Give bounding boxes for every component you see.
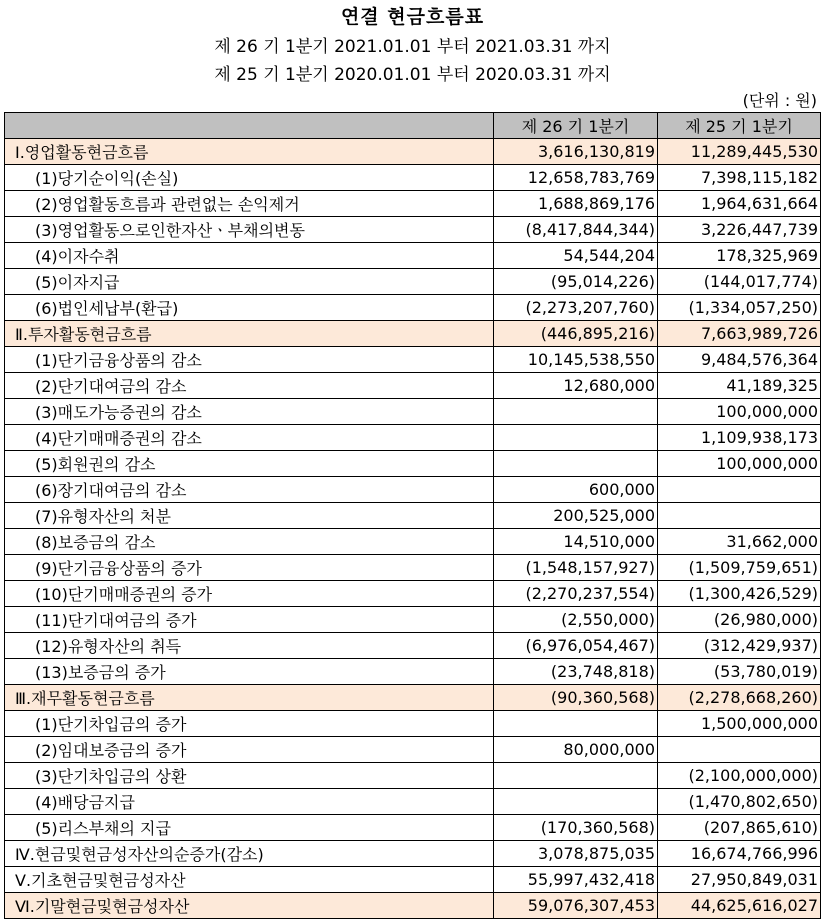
header-blank-cell xyxy=(5,113,494,139)
current-period-value: 200,525,000 xyxy=(494,503,658,529)
current-period-value xyxy=(494,399,658,425)
row-label: (13)보증금의 증가 xyxy=(5,659,494,685)
row-label: (6)장기대여금의 감소 xyxy=(5,477,494,503)
row-label: (4)배당금지급 xyxy=(5,789,494,815)
prior-period-value: (207,865,610) xyxy=(658,815,821,841)
table-row xyxy=(5,243,821,269)
current-period-value xyxy=(494,711,658,737)
table-row xyxy=(5,347,821,373)
row-label: (1)단기금융상품의 감소 xyxy=(5,347,494,373)
prior-period-value: 1,109,938,173 xyxy=(658,425,821,451)
prior-period-value: (26,980,000) xyxy=(658,607,821,633)
current-period: 제 26 기 1분기 2021.01.01 부터 2021.03.31 까지 xyxy=(214,37,611,57)
page-title: 연결 현금흐름표 xyxy=(340,6,485,28)
table-row xyxy=(5,659,821,685)
row-label: (5)리스부채의 지급 xyxy=(5,815,494,841)
table-row xyxy=(5,555,821,581)
current-period-value: 600,000 xyxy=(494,477,658,503)
current-period-value xyxy=(494,789,658,815)
current-period-value: (23,748,818) xyxy=(494,659,658,685)
row-label: (3)영업활동으로인한자산ㆍ부채의변동 xyxy=(5,217,494,243)
table-row xyxy=(5,633,821,659)
prior-period-value: 41,189,325 xyxy=(658,373,821,399)
prior-period-value: 44,625,616,027 xyxy=(658,893,821,919)
header-prior-period: 제 25 기 1분기 xyxy=(658,113,821,139)
row-label: (6)법인세납부(환급) xyxy=(5,295,494,321)
current-period-value: (446,895,216) xyxy=(494,321,658,347)
row-label: (11)단기대여금의 증가 xyxy=(5,607,494,633)
prior-period-value: (144,017,774) xyxy=(658,269,821,295)
table-row xyxy=(5,165,821,191)
table-row xyxy=(5,321,821,347)
current-period-value xyxy=(494,763,658,789)
table-row xyxy=(5,815,821,841)
prior-period-value: (1,509,759,651) xyxy=(658,555,821,581)
current-period-value: (2,270,237,554) xyxy=(494,581,658,607)
current-period-value: 1,688,869,176 xyxy=(494,191,658,217)
current-period-value: 3,078,875,035 xyxy=(494,841,658,867)
table-row xyxy=(5,789,821,815)
table-row xyxy=(5,451,821,477)
table-row xyxy=(5,867,821,893)
prior-period-value: (53,780,019) xyxy=(658,659,821,685)
row-label: (12)유형자산의 취득 xyxy=(5,633,494,659)
current-period-value: (8,417,844,344) xyxy=(494,217,658,243)
row-label: (8)보증금의 감소 xyxy=(5,529,494,555)
prior-period: 제 25 기 1분기 2020.01.01 부터 2020.03.31 까지 xyxy=(214,65,611,85)
current-period-value: 12,680,000 xyxy=(494,373,658,399)
current-period-value: 12,658,783,769 xyxy=(494,165,658,191)
row-label: Ⅵ.기말현금및현금성자산 xyxy=(5,893,494,919)
current-period-value: (90,360,568) xyxy=(494,685,658,711)
table-row xyxy=(5,373,821,399)
row-label: (1)당기순이익(손실) xyxy=(5,165,494,191)
current-period-value: 54,544,204 xyxy=(494,243,658,269)
table-header-row xyxy=(5,113,821,139)
prior-period-value: 100,000,000 xyxy=(658,451,821,477)
prior-period-value: (2,100,000,000) xyxy=(658,763,821,789)
table-row xyxy=(5,763,821,789)
current-period-value: (95,014,226) xyxy=(494,269,658,295)
table-row xyxy=(5,295,821,321)
prior-period-value: 100,000,000 xyxy=(658,399,821,425)
current-period-value: (2,550,000) xyxy=(494,607,658,633)
table-row xyxy=(5,399,821,425)
row-label: (2)영업활동흐름과 관련없는 손익제거 xyxy=(5,191,494,217)
header-current-period: 제 26 기 1분기 xyxy=(494,113,658,139)
row-label: (3)단기차입금의 상환 xyxy=(5,763,494,789)
row-label: (5)회원권의 감소 xyxy=(5,451,494,477)
row-label: Ⅳ.현금및현금성자산의순증가(감소) xyxy=(5,841,494,867)
table-row xyxy=(5,425,821,451)
table-row xyxy=(5,711,821,737)
current-period-value: 10,145,538,550 xyxy=(494,347,658,373)
row-label: Ⅱ.투자활동현금흐름 xyxy=(5,321,494,347)
current-period-value: 3,616,130,819 xyxy=(494,139,658,165)
row-label: (2)임대보증금의 증가 xyxy=(5,737,494,763)
current-period-value: (170,360,568) xyxy=(494,815,658,841)
prior-period-value: 1,500,000,000 xyxy=(658,711,821,737)
prior-period-value xyxy=(658,503,821,529)
row-label: (7)유형자산의 처분 xyxy=(5,503,494,529)
prior-period-value: 16,674,766,996 xyxy=(658,841,821,867)
current-period-value: 59,076,307,453 xyxy=(494,893,658,919)
prior-period-value: (312,429,937) xyxy=(658,633,821,659)
row-label: (4)단기매매증권의 감소 xyxy=(5,425,494,451)
prior-period-value xyxy=(658,737,821,763)
prior-period-value xyxy=(658,477,821,503)
row-label: (3)매도가능증권의 감소 xyxy=(5,399,494,425)
prior-period-value: 9,484,576,364 xyxy=(658,347,821,373)
table-row xyxy=(5,841,821,867)
prior-period-value: (1,334,057,250) xyxy=(658,295,821,321)
row-label: (5)이자지급 xyxy=(5,269,494,295)
prior-period-value: 31,662,000 xyxy=(658,529,821,555)
table-row xyxy=(5,529,821,555)
table-row xyxy=(5,685,821,711)
table-row xyxy=(5,503,821,529)
prior-period-value: 178,325,969 xyxy=(658,243,821,269)
table-row xyxy=(5,139,821,165)
prior-period-value: 11,289,445,530 xyxy=(658,139,821,165)
cash-flow-table xyxy=(4,112,821,919)
current-period-value: 14,510,000 xyxy=(494,529,658,555)
row-label: Ⅰ.영업활동현금흐름 xyxy=(5,139,494,165)
prior-period-value: 1,964,631,664 xyxy=(658,191,821,217)
prior-period-value: 7,398,115,182 xyxy=(658,165,821,191)
table-row xyxy=(5,581,821,607)
current-period-value xyxy=(494,425,658,451)
table-row xyxy=(5,191,821,217)
prior-period-value: (1,300,426,529) xyxy=(658,581,821,607)
table-row xyxy=(5,893,821,919)
prior-period-value: (1,470,802,650) xyxy=(658,789,821,815)
row-label: Ⅴ.기초현금및현금성자산 xyxy=(5,867,494,893)
row-label: (10)단기매매증권의 증가 xyxy=(5,581,494,607)
prior-period-value: 27,950,849,031 xyxy=(658,867,821,893)
prior-period-value: 7,663,989,726 xyxy=(658,321,821,347)
table-row xyxy=(5,737,821,763)
current-period-value: (6,976,054,467) xyxy=(494,633,658,659)
table-row xyxy=(5,217,821,243)
current-period-value xyxy=(494,451,658,477)
prior-period-value: (2,278,668,260) xyxy=(658,685,821,711)
row-label: (1)단기차입금의 증가 xyxy=(5,711,494,737)
current-period-value: 80,000,000 xyxy=(494,737,658,763)
table-row xyxy=(5,607,821,633)
unit-label: (단위 : 원) xyxy=(742,91,817,110)
current-period-value: (2,273,207,760) xyxy=(494,295,658,321)
row-label: Ⅲ.재무활동현금흐름 xyxy=(5,685,494,711)
prior-period-value: 3,226,447,739 xyxy=(658,217,821,243)
row-label: (4)이자수취 xyxy=(5,243,494,269)
row-label: (2)단기대여금의 감소 xyxy=(5,373,494,399)
row-label: (9)단기금융상품의 증가 xyxy=(5,555,494,581)
table-row xyxy=(5,477,821,503)
current-period-value: 55,997,432,418 xyxy=(494,867,658,893)
table-row xyxy=(5,269,821,295)
current-period-value: (1,548,157,927) xyxy=(494,555,658,581)
